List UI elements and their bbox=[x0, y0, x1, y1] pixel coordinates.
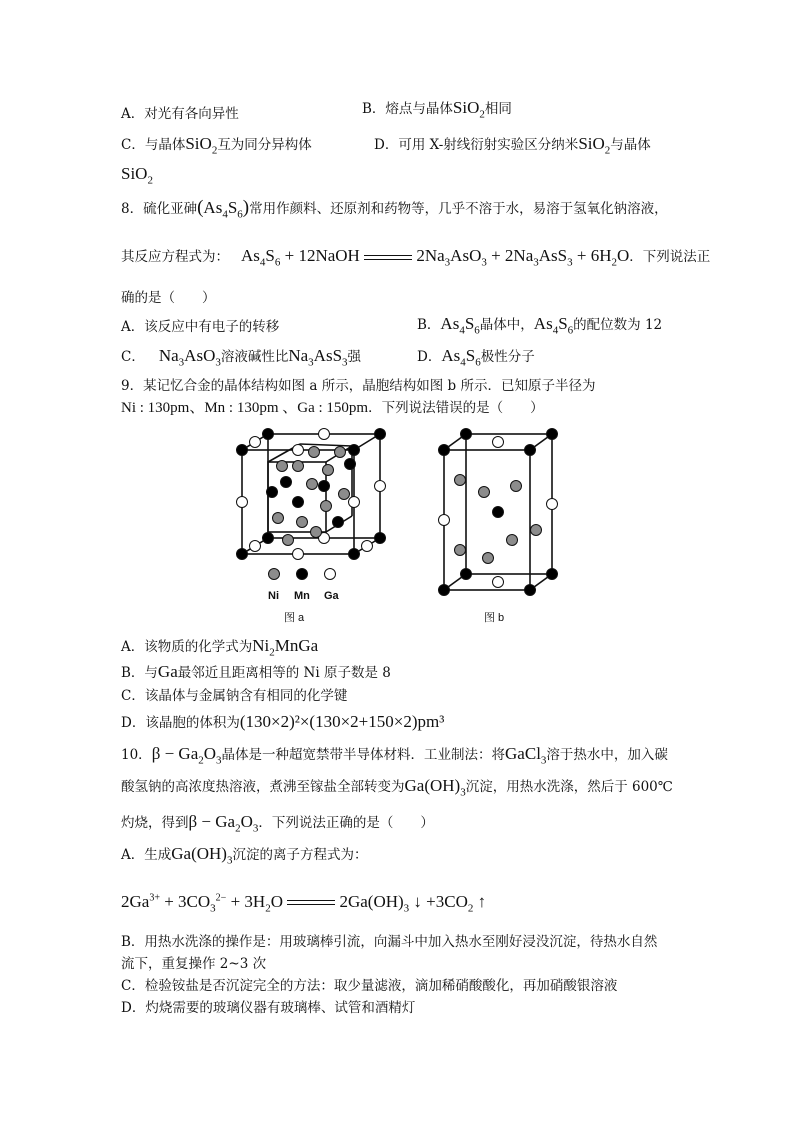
q9-option-a bbox=[121, 636, 318, 662]
q7-option-b-tail: 相同 bbox=[484, 101, 512, 117]
ni-legend-marker bbox=[269, 569, 280, 580]
q9-stem: 9．某记忆合金的晶体结构如图 a 所示，晶胞结构如图 b 所示．已知原子半径为 bbox=[121, 378, 596, 394]
q10-stem-line1 bbox=[121, 744, 668, 770]
q10-option-a-text: A．生成 bbox=[121, 847, 172, 863]
q8-option-c-text: C． bbox=[121, 349, 145, 365]
q8-eq-label: 其反应方程式为： bbox=[121, 249, 229, 265]
q10-stem3-text: 灼烧，得到 bbox=[121, 815, 189, 831]
ionic-equation bbox=[121, 888, 486, 918]
ni2mnga-formula: $Ni_2MnGa$ bbox=[252, 636, 319, 659]
q7-option-d-text: D．可用 X-射线衍射实验区分纳米 bbox=[374, 137, 579, 153]
q8-eq-tail: ．下列说法正 bbox=[629, 249, 711, 265]
sio2-formula: SiO$_2$ bbox=[578, 134, 611, 157]
gaoh3-formula: $Ga(OH)_3$ bbox=[171, 844, 233, 867]
reaction-equation: $As_4S_6$ + 12NaOH $2Na_3AsO_3 + 2Na_3AsS_3 + 6H_2O$ bbox=[241, 246, 630, 269]
ionic-equation-formula: $2Ga^{3+} + 3CO_3^{2-} + 3H_2O$ $2Ga(OH)_3$ ↓ $+3CO_2$ ↑ bbox=[121, 891, 487, 915]
q7-option-d bbox=[374, 134, 651, 160]
q7-option-d-tail: 与晶体 bbox=[610, 137, 651, 153]
q8-option-d bbox=[417, 346, 535, 372]
q8-option-b-mid: 晶体中， bbox=[479, 317, 534, 333]
legend-mn: Mn bbox=[294, 590, 310, 602]
paren: ) bbox=[242, 197, 250, 218]
q10-stem3-tail: ．下列说法正确的是（ ） bbox=[258, 815, 434, 831]
q10-stem2-text: 酸氢钠的高浓度热溶液，煮沸至镓盐全部转变为 bbox=[121, 779, 405, 795]
q8-option-a: A．该反应中有电子的转移 bbox=[121, 319, 280, 335]
q10-stem2-tail: 沉淀，用热水洗涤，然后于 600℃ bbox=[465, 779, 673, 795]
q8-equation-line bbox=[121, 246, 710, 272]
q8-option-b-tail: 的配位数为 12 bbox=[573, 317, 663, 333]
q7-option-c-text: C．与晶体 bbox=[121, 137, 186, 153]
q10-option-c: C．检验铵盐是否沉淀完全的方法：取少量滤液，滴加稀硝酸酸化，再加硝酸银溶液 bbox=[121, 978, 618, 994]
q9-stem-cont bbox=[121, 398, 544, 418]
q9-option-d-text: D．该晶胞的体积为 bbox=[121, 715, 240, 731]
sio2-formula: SiO$_2$ bbox=[185, 134, 218, 157]
q7-option-c bbox=[121, 134, 312, 160]
q9-option-b bbox=[121, 662, 391, 683]
q8-option-d-text: D． bbox=[417, 349, 442, 365]
figure-b-unit-cell bbox=[436, 426, 566, 601]
q10-stem-line3 bbox=[121, 812, 434, 838]
q8-option-c-tail: 强 bbox=[347, 349, 362, 365]
q9-option-c: C．该晶体与金属钠含有相同的化学键 bbox=[121, 688, 348, 704]
q10-option-b: B．用热水洗涤的操作是：用玻璃棒引流，向漏斗中加入热水至刚好浸没沉淀，待热水自然 bbox=[121, 934, 658, 950]
sio2-formula: SiO$_2$ bbox=[452, 98, 485, 121]
ga-legend-marker bbox=[325, 569, 336, 580]
q10-option-a bbox=[121, 844, 367, 870]
as4s6-formula: ( bbox=[197, 197, 204, 218]
figure-a-crystal-structure bbox=[228, 422, 398, 602]
legend-ni: Ni bbox=[268, 590, 279, 602]
q9-option-a-text: A．该物质的化学式为 bbox=[121, 639, 253, 655]
q10-option-d: D．灼烧需要的玻璃仪器有玻璃棒、试管和酒精灯 bbox=[121, 1000, 416, 1016]
ga-symbol: Ga bbox=[157, 662, 178, 681]
q8-stem bbox=[121, 198, 668, 224]
q7-option-d-cont bbox=[121, 164, 153, 190]
q8-option-b-text: B． bbox=[417, 317, 441, 333]
as4s6-formula: $As_4S_6$ bbox=[441, 346, 481, 369]
beta-ga2o3-formula: $\beta - Ga_2O_3$ bbox=[151, 744, 222, 767]
q10-option-b-cont: 流下，重复操作 2~3 次 bbox=[121, 956, 267, 972]
na3aso3-formula: $Na_3AsO_3$ bbox=[158, 346, 221, 369]
q8-stem-end: 确的是（ ） bbox=[121, 290, 216, 306]
na3ass3-formula: $Na_3AsS_3$ bbox=[288, 346, 348, 369]
q7-option-a: A．对光有各向异性 bbox=[121, 106, 239, 122]
q8-option-c bbox=[121, 346, 361, 372]
gaoh3-formula: $Ga(OH)_3$ bbox=[404, 776, 466, 799]
q7-option-b-text: B．熔点与晶体 bbox=[362, 101, 453, 117]
gacl3-formula: GaCl$_3$ bbox=[505, 744, 547, 767]
mn-legend-marker bbox=[297, 569, 308, 580]
q7-option-c-tail: 互为同分异构体 bbox=[217, 137, 312, 153]
q10-stem-line2 bbox=[121, 776, 673, 802]
q9-stem-tail: ．下列说法错误的是（ ） bbox=[368, 400, 544, 416]
q10-number: 10． bbox=[121, 747, 152, 763]
as4s6-formula: $As_4S_6$ bbox=[440, 314, 480, 337]
sio2-formula: SiO$_2$ bbox=[121, 164, 153, 187]
legend-ga: Ga bbox=[324, 590, 339, 602]
q10-stem-tail: 溶于热水中，加入碳 bbox=[546, 747, 668, 763]
atomic-radii: Ni : 130pm、Mn : 130pm 、Ga : 150pm bbox=[121, 400, 369, 416]
q7-option-b bbox=[362, 98, 512, 124]
q8-option-c-mid: 溶液碱性比 bbox=[220, 349, 289, 365]
q8-stem-text: 8．硫化亚砷 bbox=[121, 201, 198, 217]
q10-stem-text: 晶体是一种超宽禁带半导体材料．工业制法：将 bbox=[221, 747, 506, 763]
q8-option-d-tail: 极性分子 bbox=[480, 349, 535, 365]
figure-a-caption: 图 a bbox=[284, 612, 305, 624]
q9-option-b-text: B．与 bbox=[121, 665, 158, 681]
q10-option-a-tail: 沉淀的离子方程式为： bbox=[232, 847, 368, 863]
q8-option-b bbox=[417, 314, 662, 340]
q8-stem-tail: 常用作颜料、还原剂和药物等，几乎不溶于水，易溶于氢氧化钠溶液， bbox=[249, 201, 668, 217]
q9-option-b-tail: 最邻近且距离相等的 Ni 原子数是 8 bbox=[177, 665, 391, 681]
volume-formula: (130×2)²×(130×2+150×2)pm³ bbox=[239, 712, 445, 731]
figure-b-caption: 图 b bbox=[484, 612, 505, 624]
as4s6-formula: $As_4S_6$ bbox=[533, 314, 574, 337]
as4s6-formula: $As_4S_6$ bbox=[203, 198, 243, 221]
q9-option-d bbox=[121, 712, 444, 733]
beta-ga2o3-formula: $\beta - Ga_2O_3$ bbox=[188, 812, 259, 835]
